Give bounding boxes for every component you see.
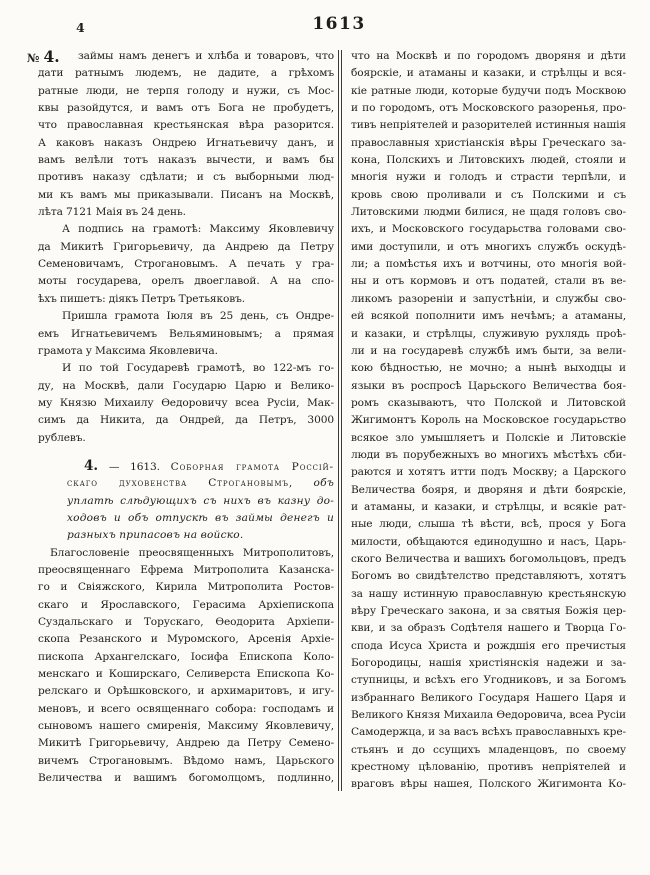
text-segment: кою бѣдностью, не мочно; а нынѣ выходцы и xyxy=(351,362,626,375)
text-segment: сыновомъ нашего смиренія, Максиму Яковлевичу, xyxy=(38,720,334,733)
text-line xyxy=(351,100,626,117)
text-segment: пископа Архангелскаго, Іосифа Епископа Коло- xyxy=(38,650,334,663)
column-divider-rule xyxy=(338,50,342,791)
text-line xyxy=(351,776,626,793)
text-line xyxy=(351,152,626,169)
text-segment: многія нужи и голодъ и страсти терпѣли, и xyxy=(351,171,626,184)
text-segment: да Микитѣ Григорьевичу, да Андрею да Петру xyxy=(38,240,334,253)
text-segment: что православная крестьянская вѣра разорится. xyxy=(38,119,334,132)
text-line xyxy=(38,291,334,308)
text-line xyxy=(38,562,334,579)
text-segment: ратные люди, не терпя голоду и нужи, съ Мос- xyxy=(38,84,334,97)
text-line xyxy=(38,135,334,152)
text-segment: вѣру Греческаго закона, и за святыя Божія цер- xyxy=(351,605,626,617)
text-line xyxy=(351,169,626,186)
text-segment: вичемъ Строгановымъ. Вѣдомо намъ, Царьского xyxy=(38,754,334,767)
text-segment: кона, Полскихъ и Литовскихъ людей, стояли и xyxy=(351,154,626,167)
text-segment: моты государева, орелъ двоеглавой. А на спо- xyxy=(38,275,334,288)
text-line xyxy=(38,360,334,377)
text-line xyxy=(38,48,334,65)
numero-sign: № xyxy=(27,51,40,65)
text-segment: ромъ сказываютъ, что Полской и Литовской xyxy=(351,396,626,409)
text-segment: го и Свіяжского, Кирила Митрополита Ростов- xyxy=(38,581,334,594)
text-segment: Величества и вашимъ богомолцомъ, подлинно, xyxy=(38,772,334,785)
paragraph-charter-continuation xyxy=(38,48,334,221)
text-segment: и казаки, и стрѣлцы, служивую рухлядь проѣ- xyxy=(351,327,626,340)
left-column xyxy=(38,48,334,787)
text-line xyxy=(351,759,626,776)
text-segment: меновъ, и всего освященнаго собора: господамъ и xyxy=(38,702,334,715)
text-line xyxy=(351,690,626,707)
text-segment: И по той Государевѣ грамотѣ, во 122-мъ го- xyxy=(62,362,334,375)
text-line xyxy=(38,770,334,787)
paragraph-charter-body xyxy=(351,48,626,794)
text-segment: симъ да Никита, да Ондрей, да Петръ, 3000 xyxy=(38,414,334,427)
text-line xyxy=(351,326,626,343)
text-line xyxy=(351,273,626,290)
text-segment: ѣхъ пишетъ: діякъ Петръ Третьяковъ. xyxy=(38,292,246,305)
text-segment: А подпись на грамотѣ: Максиму Яковлевичу xyxy=(62,223,334,236)
text-segment: ходовъ и объ отпускѣ въ займы денегъ и xyxy=(67,511,334,524)
text-segment: Литовскими людми билися, не щадя головъ сво- xyxy=(351,206,626,219)
text-segment: и по городомъ, отъ Московского разоренья, про- xyxy=(351,102,626,115)
text-line xyxy=(38,430,334,447)
text-segment: ими доступили, и отъ многихъ службъ оскудѣ- xyxy=(351,240,626,253)
text-line xyxy=(351,516,626,533)
text-segment: ступницы, и всѣхъ его Угодниковъ, и за Богомъ xyxy=(351,674,626,687)
text-segment: грамота у Максима Яковлевича. xyxy=(38,344,218,357)
text-segment: дати ратнымъ людемъ, не дадите, а грѣхомъ xyxy=(38,67,334,80)
text-line xyxy=(351,239,626,256)
text-line xyxy=(351,534,626,551)
paragraph-signature-note xyxy=(38,221,334,308)
text-line xyxy=(351,430,626,447)
text-line xyxy=(351,291,626,308)
text-segment: ей всякой пополнити имъ нечѣмъ; а атаманы, xyxy=(351,310,626,323)
text-line xyxy=(38,239,334,256)
text-segment: за нашу истинную православную крестьянскую xyxy=(351,587,626,600)
text-segment: займы намъ денегъ и хлѣба и товаровъ, что xyxy=(78,50,334,62)
text-segment: А каковъ наказъ Ондрею Игнатьевичу данъ, и xyxy=(38,136,334,149)
text-segment: Пришла грамота Іюля въ 25 день, съ Ондре- xyxy=(62,310,334,323)
text-segment: емъ Игнатьевичемъ Вельяминовымъ; а прямая xyxy=(38,327,334,340)
text-segment: ского Величества и вашихъ богомольцовъ, предъ xyxy=(351,552,626,565)
text-segment: Самодержца, и за васъ всѣхъ православныхъ кре- xyxy=(351,726,626,739)
text-line xyxy=(351,83,626,100)
text-line xyxy=(38,395,334,412)
text-segment: ны и отъ кормовъ и отъ податей, стали въ ве- xyxy=(351,275,626,288)
text-segment: и атаманы, и казаки, и стрѣлцы, и всякіе рат- xyxy=(351,500,626,513)
text-line xyxy=(38,152,334,169)
text-line xyxy=(351,464,626,481)
text-segment: Великого Князя Михаила Ѳедоровича, всеа Русіи xyxy=(351,709,626,722)
text-line xyxy=(351,65,626,82)
text-segment: скопа Резанского и Муромского, Арсенія Архіе- xyxy=(38,633,334,646)
text-line xyxy=(351,308,626,325)
text-line xyxy=(38,100,334,117)
page-number: 4 xyxy=(76,20,85,35)
text-segment: люди въ порубежныхъ во многихъ мѣстѣхъ сби- xyxy=(351,448,626,461)
text-segment: Величества бояря, и дворяня и дѣти боярскіе, xyxy=(351,483,626,496)
text-line xyxy=(38,273,334,290)
text-segment: Соборная грамота Россій- xyxy=(170,460,334,473)
text-line xyxy=(351,187,626,204)
text-line xyxy=(38,718,334,735)
text-segment: Благословеніе преосвященныхъ Митрополитовъ, xyxy=(50,546,334,559)
text-line xyxy=(351,204,626,221)
text-line xyxy=(351,343,626,360)
text-segment: Семеновичамъ, Строгановымъ. А печать у гра- xyxy=(38,258,334,271)
text-line xyxy=(38,597,334,614)
text-line xyxy=(351,551,626,568)
text-line xyxy=(351,378,626,395)
text-line xyxy=(351,48,626,65)
text-segment: враговъ вѣры нашея, Полского Жигимонта Ко- xyxy=(351,778,626,791)
text-segment: — 1613. xyxy=(98,460,171,473)
text-line xyxy=(38,614,334,631)
text-segment: избраннаго Великого Государя Нашего Царя и xyxy=(351,691,626,704)
text-segment: милости, обѣщаются единодушно и насъ, Царь- xyxy=(351,535,626,548)
text-line xyxy=(38,83,334,100)
text-segment: что на Москвѣ и по городомъ дворяня и дѣти xyxy=(351,50,626,62)
text-line xyxy=(351,135,626,152)
text-line xyxy=(351,360,626,377)
text-line xyxy=(67,458,334,475)
text-segment: православныя христіанскія вѣры Греческаго за- xyxy=(351,136,626,149)
section-heading-1613-charter xyxy=(67,458,334,545)
text-segment: боярскіе, и атаманы и казаки, и стрѣлцы и вся- xyxy=(351,67,626,80)
text-segment: Жигимонтъ Король на Московское государьство xyxy=(351,414,626,427)
text-line xyxy=(351,447,626,464)
text-segment: уплатѣ слѣдующихъ съ нихъ въ казну до- xyxy=(67,494,334,507)
text-segment: всякое зло умышляетъ и Полскіе и Литовскіе xyxy=(351,431,626,444)
text-line xyxy=(38,701,334,718)
text-segment: крестному цѣлованію, противъ непріятелей и xyxy=(351,761,626,774)
text-line xyxy=(38,326,334,343)
text-line xyxy=(351,638,626,655)
text-line xyxy=(38,308,334,325)
text-segment: му Князю Михаилу Ѳедоровичу всеа Русіи, Мак- xyxy=(38,396,334,409)
text-segment: разныхъ припасовъ на войско. xyxy=(67,529,244,542)
text-line xyxy=(38,545,334,562)
text-line xyxy=(38,378,334,395)
text-line xyxy=(351,482,626,499)
document-number: 4. xyxy=(43,47,60,66)
text-line xyxy=(351,586,626,603)
text-line xyxy=(38,256,334,273)
text-line xyxy=(38,187,334,204)
text-line xyxy=(38,735,334,752)
text-line xyxy=(351,221,626,238)
text-line xyxy=(38,169,334,186)
text-segment: Богородицы, нашія христіянскія надежи и за- xyxy=(351,657,626,670)
text-line xyxy=(351,620,626,637)
text-segment: раются и хотятъ итти подъ Москву; а Царского xyxy=(351,466,626,479)
text-line xyxy=(351,568,626,585)
text-line xyxy=(67,475,334,492)
text-line xyxy=(351,707,626,724)
text-line xyxy=(351,655,626,672)
text-segment: стьянъ и до ссущихъ младенцовъ, по своему xyxy=(351,743,626,756)
text-line xyxy=(351,412,626,429)
text-segment: ду, на Москвѣ, дали Государю Царю и Велико- xyxy=(38,379,334,392)
text-segment: объ xyxy=(293,477,334,490)
text-line xyxy=(38,221,334,238)
text-segment: ликомъ разореніи и запустѣніи, и службы сво- xyxy=(351,292,626,305)
paragraph-payment-note xyxy=(38,360,334,447)
text-line xyxy=(67,493,334,510)
text-segment: ми къ вамъ мы приказывали. Писанъ на Москвѣ, xyxy=(38,188,334,201)
text-segment: менскаго и Коширскаго, Селиверста Епископа Ко- xyxy=(38,668,334,681)
text-segment: ные люди, слыша тѣ вѣсти, всѣ, прося у Бога xyxy=(351,518,626,531)
text-segment: кровь свою проливали и съ Полскими и съ xyxy=(351,188,626,201)
text-segment: релскаго и Орѣшковского, и архимаритовъ, и игу- xyxy=(38,685,334,698)
text-line xyxy=(38,65,334,82)
text-line xyxy=(38,204,334,221)
text-line xyxy=(351,499,626,516)
text-segment: ли и на государевѣ службѣ имъ быти, за вели- xyxy=(351,344,626,357)
text-segment: скаго и Ярославского, Герасима Архіепископа xyxy=(38,598,334,611)
text-line xyxy=(38,117,334,134)
text-line xyxy=(38,412,334,429)
text-line xyxy=(38,649,334,666)
text-line xyxy=(38,666,334,683)
text-segment: кви, и за образъ Содѣтеля нашего и Творца Го- xyxy=(351,622,626,635)
text-segment: Микитѣ Григорьевичу, Андрею да Петру Семено- xyxy=(38,737,334,750)
paragraph-charter-arrival xyxy=(38,308,334,360)
text-line xyxy=(351,395,626,412)
text-segment: противъ наказу сдѣлати; и съ выборными люд- xyxy=(38,171,334,184)
text-segment: вамъ велѣли тотъ наказъ вычести, и вамъ бы xyxy=(38,154,334,167)
text-segment: языки въ роспросѣ Царьского Величества боя- xyxy=(351,379,626,392)
text-segment: спода Исуса Христа и рождшія его пречистыя xyxy=(351,639,626,652)
paragraph-blessing-clergy xyxy=(38,545,334,788)
text-segment: кіе ратные люди, которые будучи подъ Москвою xyxy=(351,84,626,97)
text-line xyxy=(351,117,626,134)
running-head-year: 1613 xyxy=(312,14,366,34)
text-segment: тивъ непріятелей и разорителей истинныя нашія xyxy=(351,119,626,132)
text-segment: ли; а помѣстья ихъ и вотчины, ото многія вой- xyxy=(351,258,626,271)
text-line xyxy=(38,753,334,770)
text-line xyxy=(38,683,334,700)
text-line xyxy=(351,256,626,273)
right-column xyxy=(351,48,626,794)
text-line xyxy=(38,631,334,648)
text-line xyxy=(67,527,334,544)
text-line xyxy=(351,742,626,759)
text-line xyxy=(351,603,626,620)
text-line xyxy=(38,579,334,596)
text-segment: квы разойдутся, и вамъ отъ Бога не пробудетъ, xyxy=(38,102,334,115)
text-segment: лѣта 7121 Маія въ 24 день. xyxy=(38,206,186,219)
text-segment: рублевъ. xyxy=(38,431,86,444)
text-segment: 4. xyxy=(84,457,99,474)
text-segment: Богомъ во свидѣтелство представляютъ, хотятъ xyxy=(351,570,626,583)
text-line xyxy=(351,724,626,741)
text-segment: Суздальскаго и Торускаго, Ѳеодорита Архіепи- xyxy=(38,616,334,628)
text-line xyxy=(67,510,334,527)
text-line xyxy=(38,343,334,360)
text-segment: преосвященнаго Ефрема Митрополита Казанска- xyxy=(38,563,334,576)
text-segment: скаго духовенства Строгановымъ, xyxy=(67,477,294,490)
text-line xyxy=(351,672,626,689)
text-segment: ихъ, и Московского государьства головами сво- xyxy=(351,223,626,236)
